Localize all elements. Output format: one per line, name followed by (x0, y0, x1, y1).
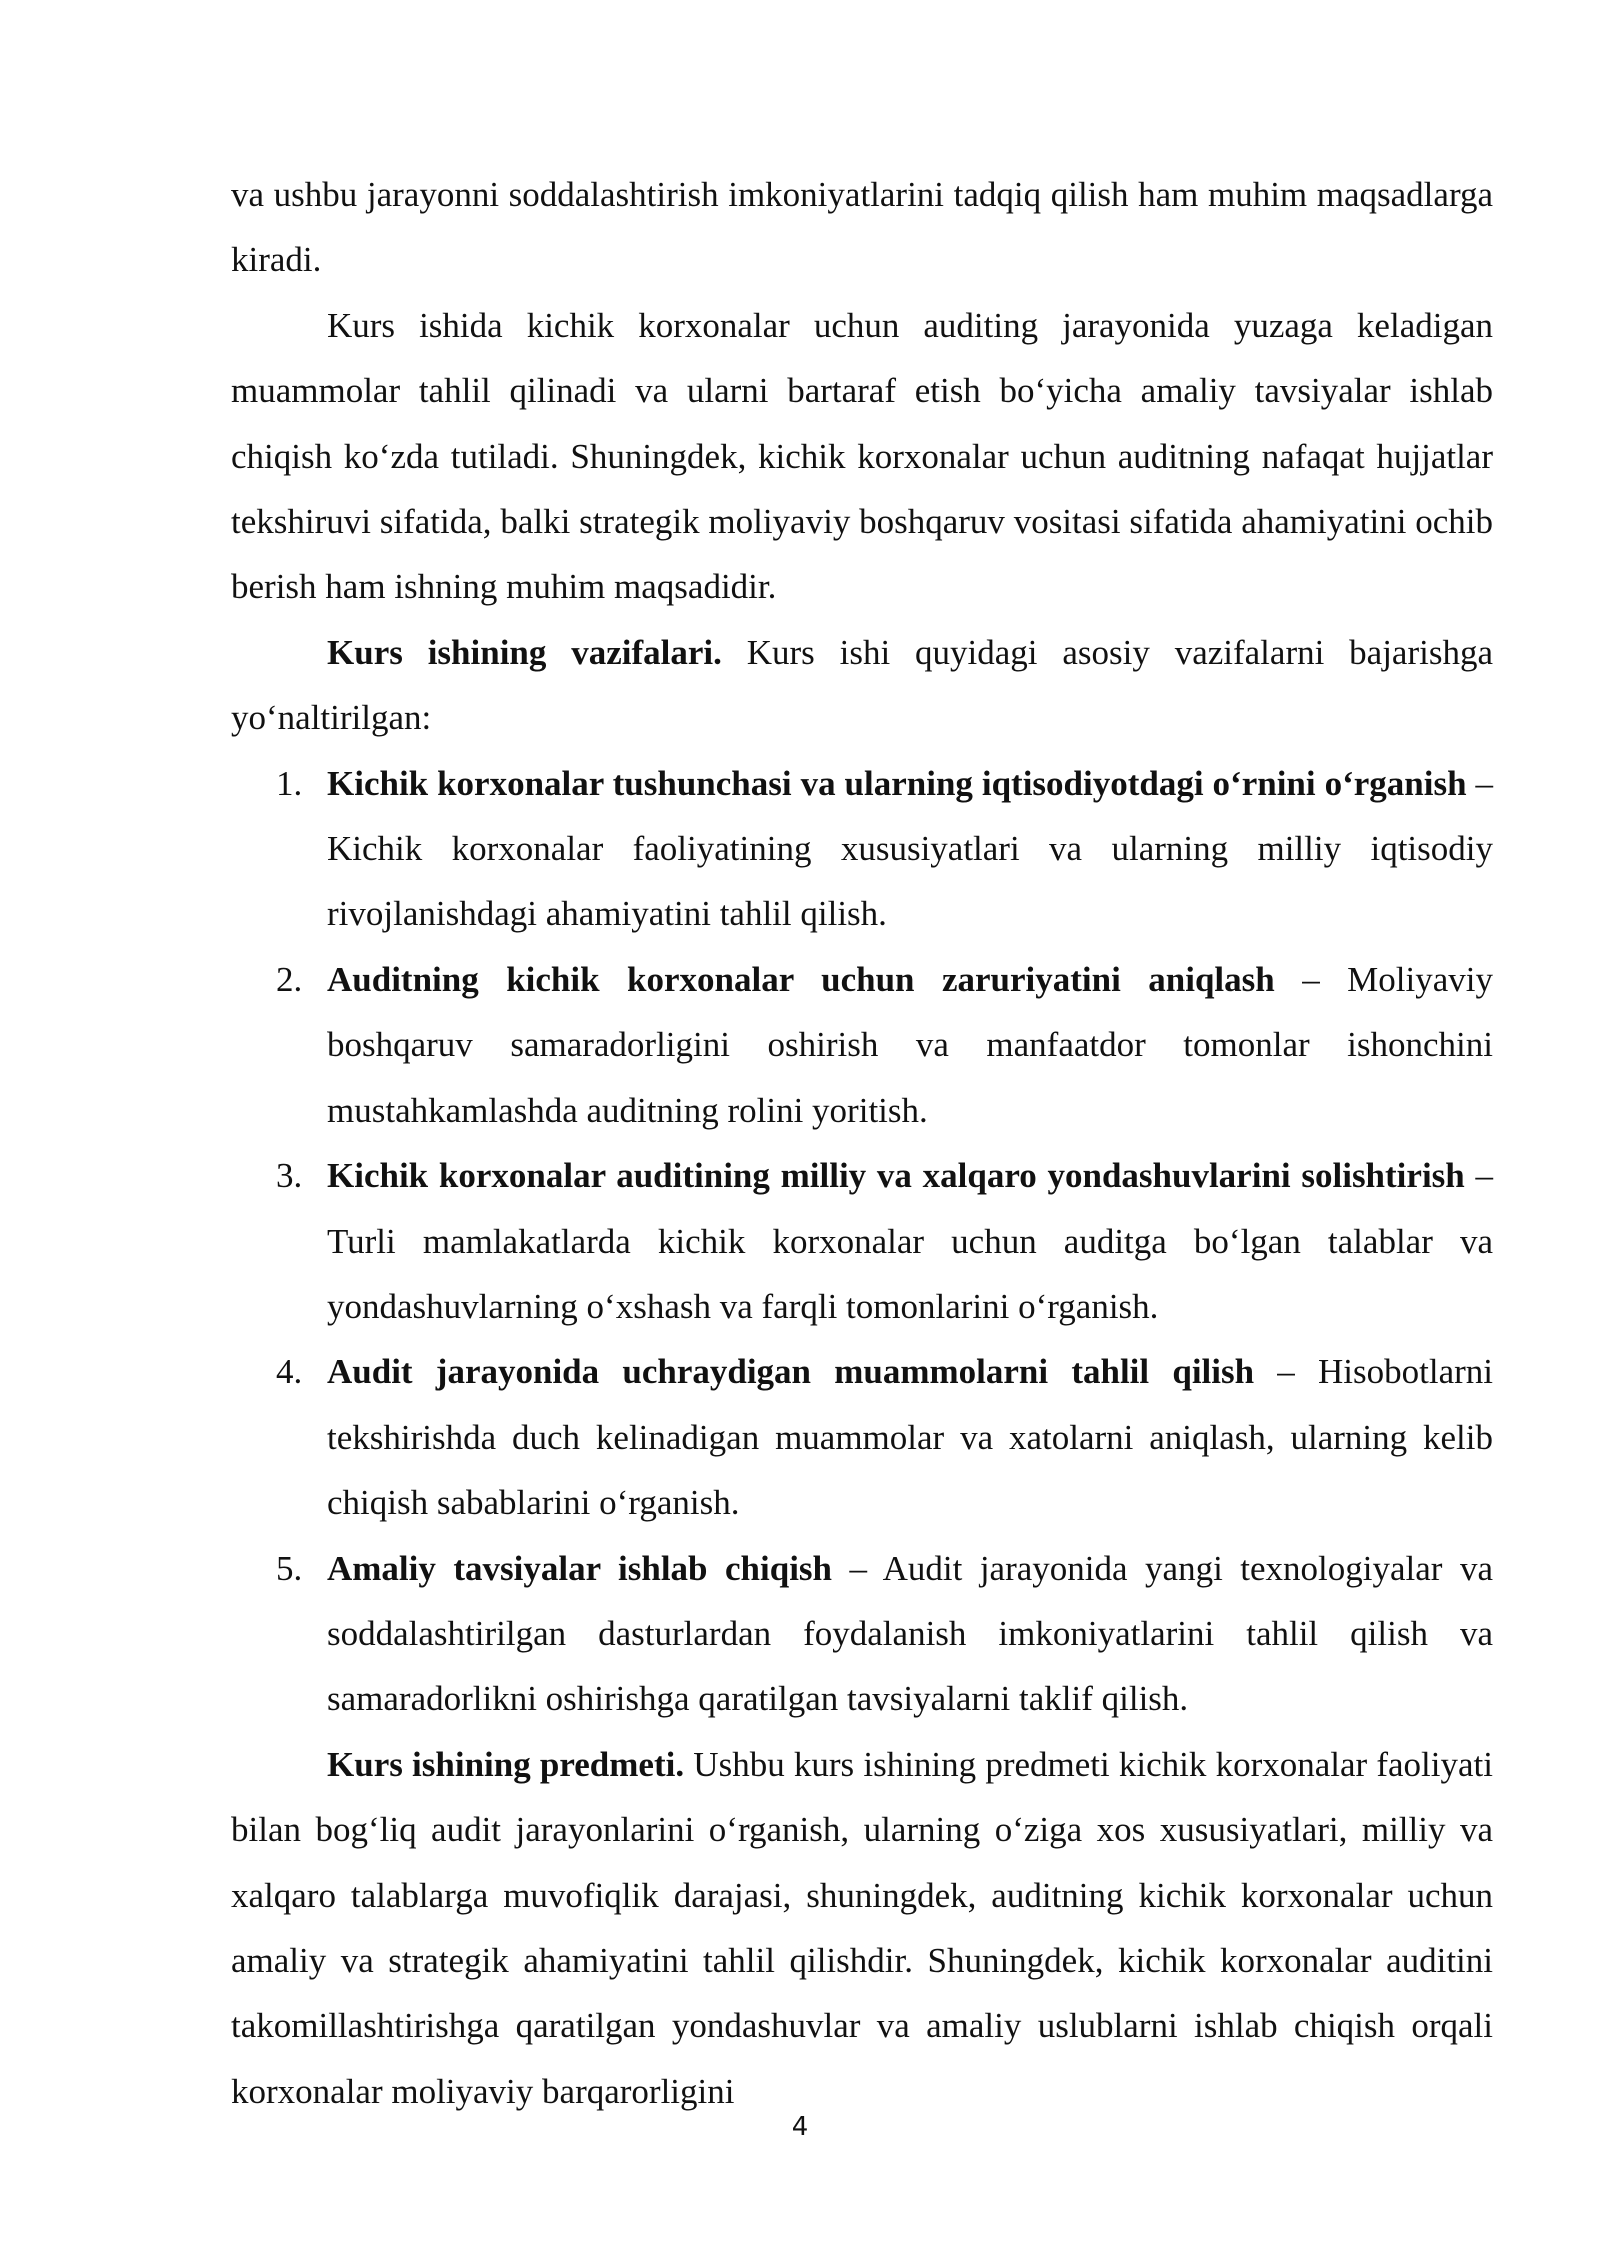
list-item-number: 5. (276, 1548, 303, 1588)
list-item-text: – Hisobotlarni tekshirishda duch kelinadigan muammolar va xatolarni aniqlash, ularning kelib chiqish sabablarini o‘rganish. (327, 1352, 1493, 1523)
page-body (231, 162, 1493, 2124)
list-item-text: – Turli mamlakatlarda kichik korxonalar uchun auditga bo‘lgan talablar va yondashuvlarning o‘xshash va farqli tomonlarini o‘rganish. (327, 1156, 1493, 1326)
page-number: 4 (791, 2112, 809, 2142)
list-item-text: – Kichik korxonalar faoliyatining xususiyatlari va ularning milliy iqtisodiy rivojlanishdagi ahamiyatini tahlil qilish. (327, 763, 1494, 934)
list-item-number: 1. (276, 763, 303, 803)
list-item-number: 3. (276, 1156, 303, 1196)
list-item (231, 1143, 1493, 1339)
paragraph-aims: Kurs ishida kichik korxonalar uchun auditing jarayonida yuzaga keladigan muammolar tahlil qilinadi va ularni bartaraf etish bo‘yicha amaliy tavsiyalar ishlab chiqish ko‘zda tutiladi. Shuningdek, kichik korxonalar uchun auditning nafaqat hujjatlar tekshiruvi sifatida, balki strategik moliyaviy boshqaruv vositasi sifatida ahamiyatini ochib berish ham ishning muhim maqsadidir. (231, 305, 1493, 607)
list-item (231, 751, 1493, 947)
tasks-intro-text: Kurs ishi quyidagi asosiy vazifalarni bajarishga yo‘naltirilgan: (231, 632, 1493, 738)
list-item-title: Auditning kichik korxonalar uchun zaruriyatini aniqlash (327, 959, 1275, 999)
paragraph-continuation: va ushbu jarayonni soddalashtirish imkoniyatlarini tadqiq qilish ham muhim maqsadlarga kiradi. (231, 175, 1493, 280)
list-item-number: 4. (276, 1352, 303, 1392)
paragraph-tasks-intro (231, 620, 1493, 751)
list-item-text: – Moliyaviy boshqaruv samaradorligini oshirish va manfaatdor tomonlar ishonchini mustahkamlashda auditning rolini yoritish. (327, 959, 1494, 1130)
list-item (231, 1536, 1493, 1732)
subject-heading: Kurs ishining predmeti. (327, 1744, 685, 1784)
list-item-title: Kichik korxonalar tushunchasi va ularning iqtisodiyotdagi o‘rnini o‘rganish (327, 763, 1467, 803)
list-item-text: – Audit jarayonida yangi texnologiyalar va soddalashtirilgan dasturlardan foydalanish imkoniyatlarini tahlil qilish va samaradorlikni oshirishga qaratilgan tavsiyalarni taklif qilish. (327, 1548, 1493, 1719)
list-item-title: Amaliy tavsiyalar ishlab chiqish (327, 1548, 833, 1588)
list-item-title: Audit jarayonida uchraydigan muammolarni tahlil qilish (327, 1352, 1255, 1392)
paragraph-subject (231, 1732, 1493, 2124)
tasks-list (231, 751, 1493, 1732)
list-item (231, 1339, 1493, 1535)
list-item (231, 947, 1493, 1143)
list-item-number: 2. (276, 959, 303, 999)
list-item-title: Kichik korxonalar auditining milliy va xalqaro yondashuvlarini solishtirish (327, 1156, 1465, 1196)
subject-text: Ushbu kurs ishining predmeti kichik korxonalar faoliyati bilan bog‘liq audit jarayonlarini o‘rganish, ularning o‘ziga xos xususiyatlari, milliy va xalqaro talablarga muvofiqlik darajasi, shuningdek, auditning kichik korxonalar uchun amaliy va strategik ahamiyatini tahlil qilishdir. Shuningdek, kichik korxonalar auditini takomillashtirishga qaratilgan yondashuvlar va amaliy uslublarni ishlab chiqish orqali korxonalar moliyaviy barqarorligini (231, 1744, 1493, 2111)
tasks-heading: Kurs ishining vazifalari. (327, 632, 722, 672)
